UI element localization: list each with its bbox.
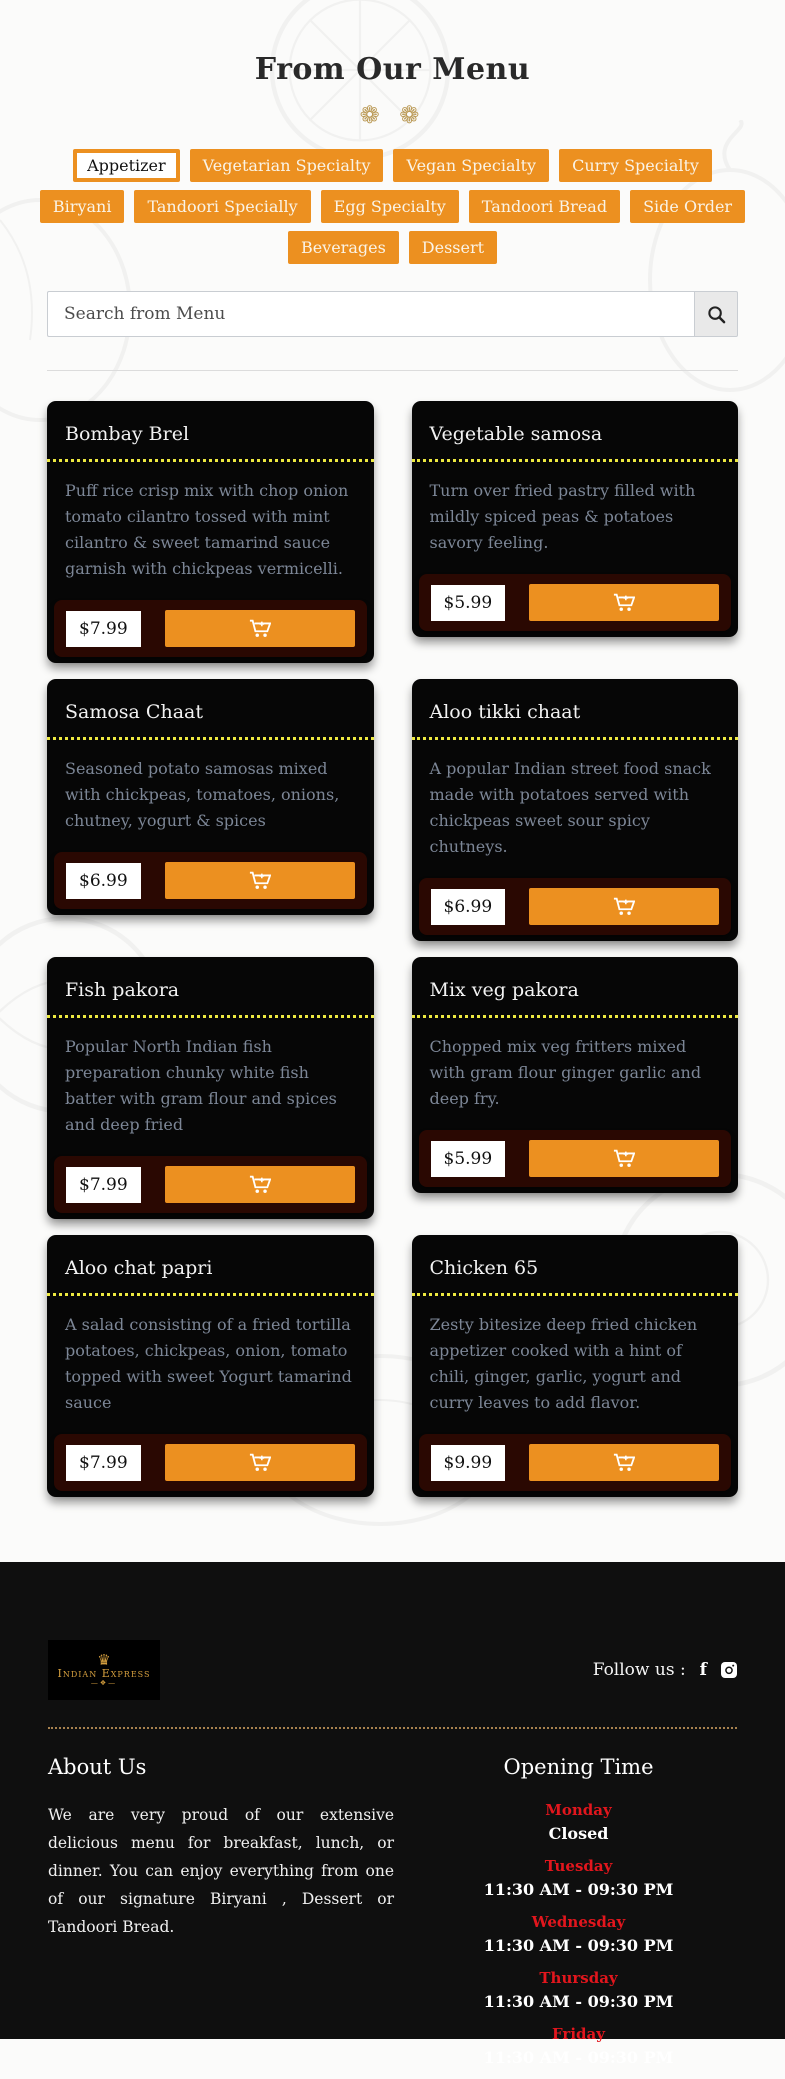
opening-time-heading: Opening Time xyxy=(503,1755,654,1779)
add-to-cart-button[interactable] xyxy=(529,584,719,621)
section-divider xyxy=(47,370,738,371)
menu-items-grid xyxy=(47,401,738,1497)
add-to-cart-button[interactable] xyxy=(165,1444,355,1481)
item-name: Mix veg pakora xyxy=(429,979,579,1001)
schedule-wednesday xyxy=(420,1911,737,1958)
cart-plus-icon xyxy=(613,593,635,612)
category-dessert[interactable]: Dessert xyxy=(409,231,497,264)
menu-card-chicken-65 xyxy=(412,1235,739,1497)
category-row-3 xyxy=(63,231,723,264)
menu-card-fish-pakora xyxy=(47,957,374,1219)
add-to-cart-button[interactable] xyxy=(165,610,355,647)
add-to-cart-button[interactable] xyxy=(529,1444,719,1481)
schedule-day: Monday xyxy=(545,1801,612,1819)
schedule-time: 11:30 AM - 09:30 PM xyxy=(483,1880,674,1899)
item-description: Zesty bitesize deep fried chicken appetizer cooked with a hint of chili, ginger, garlic, yogurt and curry leaves to add flavor. xyxy=(429,1315,698,1412)
category-curry-specialty[interactable]: Curry Specialty xyxy=(559,149,712,182)
item-description: A salad consisting of a fried tortilla potatoes, chickpeas, onion, tomato topped with sweet Yogurt tamarind sauce xyxy=(65,1315,352,1412)
add-to-cart-button[interactable] xyxy=(165,1166,355,1203)
search-icon xyxy=(707,305,726,324)
category-row-1 xyxy=(63,149,723,182)
opening-time-column xyxy=(420,1755,737,2079)
add-to-cart-button[interactable] xyxy=(529,888,719,925)
price-bar xyxy=(54,1156,367,1213)
schedule-time: 11:30 AM - 09:30 PM xyxy=(483,1936,674,1955)
category-side-order[interactable]: Side Order xyxy=(630,190,745,223)
about-us-column xyxy=(48,1755,420,2079)
item-name: Aloo tikki chaat xyxy=(429,701,581,723)
search-input[interactable] xyxy=(47,291,694,337)
schedule-tuesday xyxy=(420,1855,737,1902)
facebook-icon[interactable]: f xyxy=(699,1660,707,1680)
item-name: Samosa Chaat xyxy=(65,701,203,723)
menu-card-aloo-tikki-chaat xyxy=(412,679,739,941)
category-filter xyxy=(52,149,733,264)
cart-plus-icon xyxy=(249,1175,271,1194)
search-button[interactable] xyxy=(694,291,738,337)
price-bar xyxy=(54,852,367,909)
schedule-time: 11:30 AM - 09:30 PM xyxy=(483,1992,674,2011)
category-appetizer[interactable]: Appetizer xyxy=(73,149,180,182)
item-name: Vegetable samosa xyxy=(429,423,603,445)
footer-top-row xyxy=(48,1640,737,1700)
logo-crest-icon: ♛ xyxy=(97,1650,111,1669)
category-tandoori-bread[interactable]: Tandoori Bread xyxy=(469,190,620,223)
schedule-day: Tuesday xyxy=(544,1857,613,1875)
instagram-icon[interactable] xyxy=(721,1662,737,1678)
schedule-monday xyxy=(420,1799,737,1846)
item-name: Aloo chat papri xyxy=(65,1257,213,1279)
menu-card-vegetable-samosa xyxy=(412,401,739,637)
restaurant-logo[interactable] xyxy=(48,1640,160,1700)
menu-card-samosa-chaat xyxy=(47,679,374,915)
item-description: Seasoned potato samosas mixed with chickpeas, tomatoes, onions, chutney, yogurt & spices xyxy=(65,759,340,830)
item-description: A popular Indian street food snack made with potatoes served with chickpeas sweet sour spicy chutneys. xyxy=(429,759,711,856)
about-us-text: We are very proud of our extensive delicious menu for breakfast, lunch, or dinner. You can enjoy everything from one of our signature Biryani , Dessert or Tandoori Bread. xyxy=(48,1806,395,1936)
category-egg-specialty[interactable]: Egg Specialty xyxy=(321,190,459,223)
about-us-heading: About Us xyxy=(48,1755,147,1779)
price-bar xyxy=(54,1434,367,1491)
category-biryani[interactable]: Biryani xyxy=(40,190,125,223)
flower-ornament-icon: ❁ ❁ xyxy=(359,101,426,129)
category-vegan-specialty[interactable]: Vegan Specialty xyxy=(393,149,549,182)
item-price: $7.99 xyxy=(66,1445,141,1481)
follow-us-label: Follow us : xyxy=(592,1660,686,1680)
item-price: $7.99 xyxy=(66,1167,141,1203)
item-name: Bombay Brel xyxy=(65,423,190,445)
footer-columns xyxy=(48,1755,737,2079)
item-description: Turn over fried pastry filled with mildly spiced peas & potatoes savory feeling. xyxy=(429,481,696,552)
item-description: Chopped mix veg fritters mixed with gram flour ginger garlic and deep fry. xyxy=(429,1037,702,1108)
category-tandoori-specially[interactable]: Tandoori Specially xyxy=(134,190,310,223)
logo-flourish: —❖— xyxy=(90,1679,118,1688)
schedule-time: Closed xyxy=(548,1824,609,1843)
cart-plus-icon xyxy=(249,871,271,890)
page-title: From Our Menu xyxy=(254,52,531,87)
item-price: $6.99 xyxy=(431,889,506,925)
item-name: Fish pakora xyxy=(65,979,180,1001)
item-name: Chicken 65 xyxy=(429,1257,539,1279)
cart-plus-icon xyxy=(613,897,635,916)
site-footer xyxy=(0,1562,785,2067)
category-row-2 xyxy=(52,190,733,223)
social-links xyxy=(593,1660,737,1680)
schedule-day: Friday xyxy=(552,2025,605,2043)
price-bar xyxy=(419,574,732,631)
cart-plus-icon xyxy=(613,1149,635,1168)
item-price: $7.99 xyxy=(66,611,141,647)
item-price: $5.99 xyxy=(431,1141,506,1177)
cart-plus-icon xyxy=(249,619,271,638)
price-bar xyxy=(419,878,732,935)
price-bar xyxy=(419,1434,732,1491)
schedule-time: 11:30 AM - 09:30 PM xyxy=(483,2048,674,2067)
item-price: $6.99 xyxy=(66,863,141,899)
add-to-cart-button[interactable] xyxy=(165,862,355,899)
schedule-thursday xyxy=(420,1967,737,2014)
opening-schedule xyxy=(420,1799,737,2070)
menu-card-aloo-chat-papri xyxy=(47,1235,374,1497)
cart-plus-icon xyxy=(249,1453,271,1472)
item-description: Popular North Indian fish preparation chunky white fish batter with gram flour and spices and deep fried xyxy=(65,1037,337,1134)
menu-card-mix-veg-pakora xyxy=(412,957,739,1193)
item-price: $9.99 xyxy=(431,1445,506,1481)
footer-dotted-divider xyxy=(48,1727,737,1729)
cart-plus-icon xyxy=(613,1453,635,1472)
price-bar xyxy=(54,600,367,657)
add-to-cart-button[interactable] xyxy=(529,1140,719,1177)
schedule-friday xyxy=(420,2023,737,2070)
item-description: Puff rice crisp mix with chop onion tomato cilantro tossed with mint cilantro & sweet tamarind sauce garnish with chickpeas vermicelli. xyxy=(65,481,349,578)
menu-card-bombay-brel xyxy=(47,401,374,663)
menu-search xyxy=(47,291,738,337)
schedule-day: Thursday xyxy=(539,1969,618,1987)
logo-name: Indian Express xyxy=(57,1667,151,1681)
category-vegetarian-specialty[interactable]: Vegetarian Specialty xyxy=(190,149,384,182)
item-price: $5.99 xyxy=(431,585,506,621)
category-beverages[interactable]: Beverages xyxy=(288,231,399,264)
price-bar xyxy=(419,1130,732,1187)
schedule-day: Wednesday xyxy=(531,1913,626,1931)
